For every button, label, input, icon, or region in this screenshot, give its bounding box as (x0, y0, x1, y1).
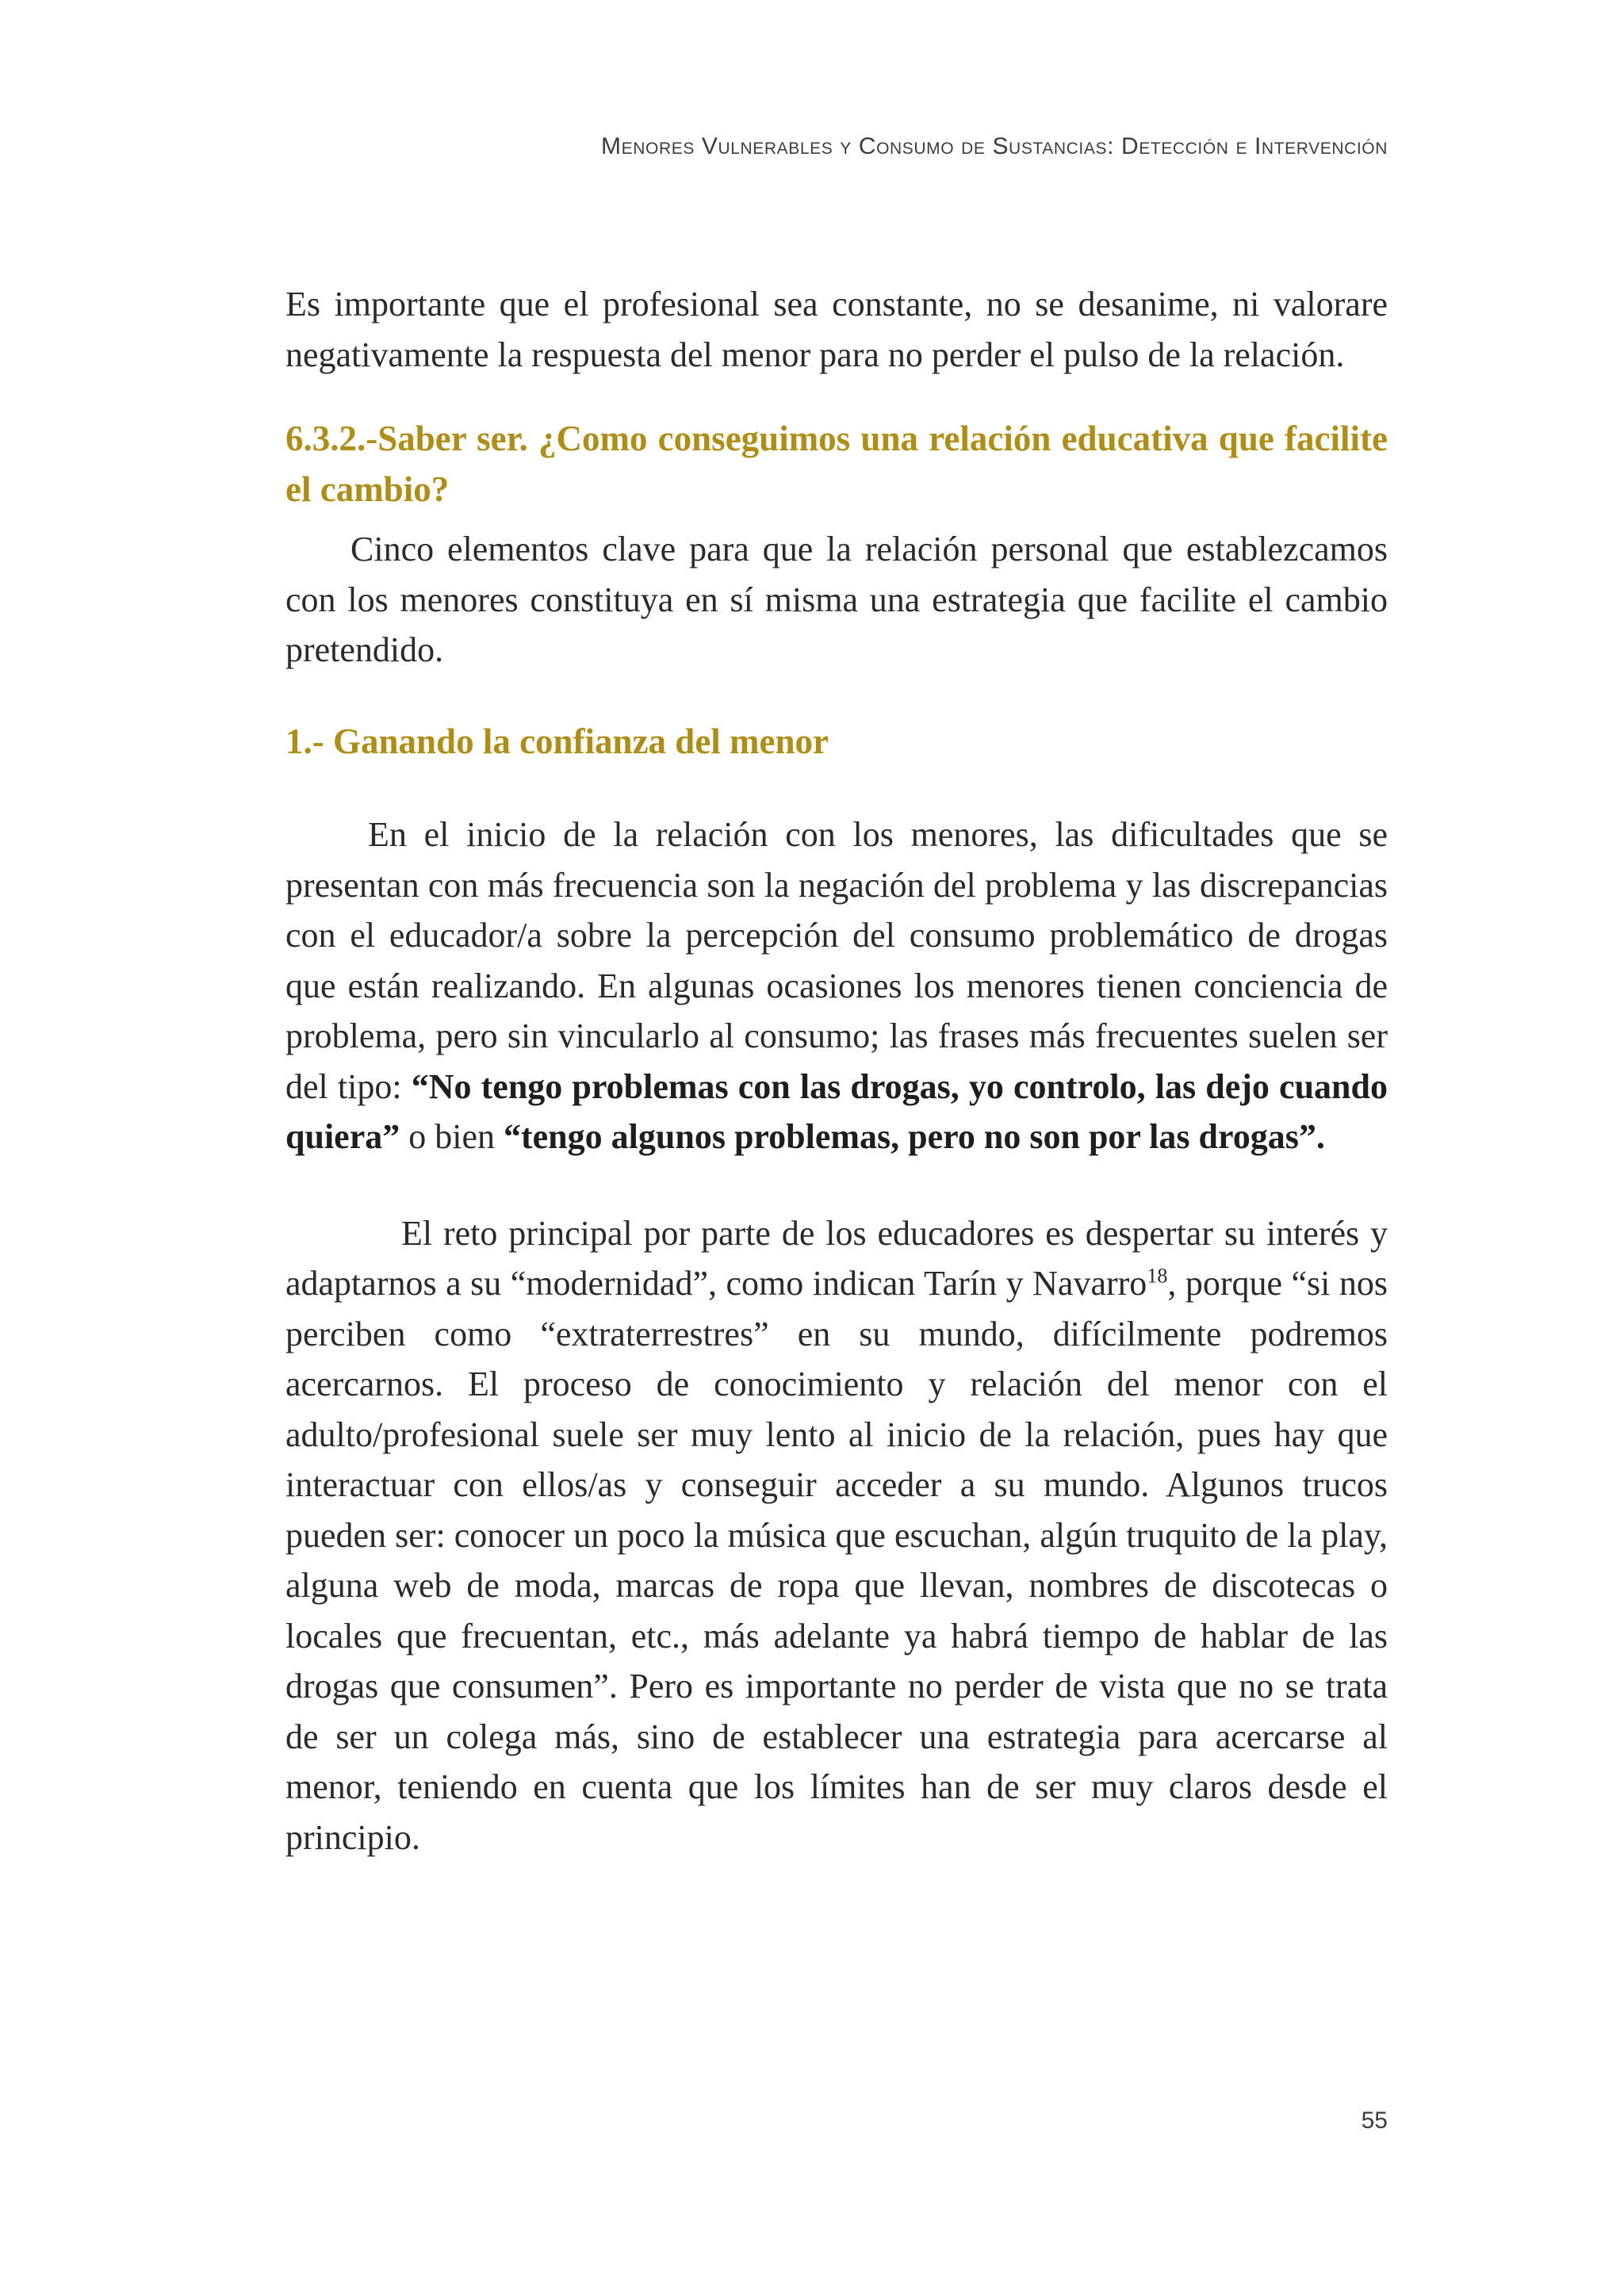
paragraph-main-challenge (285, 1208, 1388, 1863)
paragraph-text: En el inicio de la relación con los menores, las dificultades que se presentan con más frecuencia son la negación del problema y las discrepancias con el educador/a sobre la percepción del consumo problemático de drogas que están realizando. En algunas ocasiones los menores tienen conciencia de problema, pero sin vincularlo al consumo; las frases más frecuentes suelen ser del tipo: (285, 815, 1388, 1106)
quote-some-problems: “tengo algunos problemas, pero no son por las drogas”. (504, 1117, 1325, 1156)
quote-no-problems: “No tengo problemas con las drogas, yo controlo, las dejo cuando quiera” (285, 1066, 1388, 1156)
paragraph-text: o bien (400, 1117, 504, 1156)
running-header: Menores Vulnerables y Consumo de Sustancias: Detección e Intervención (601, 133, 1388, 159)
page-body (285, 279, 1388, 1862)
footnote-reference: 18 (1147, 1264, 1168, 1288)
page-number: 55 (1361, 2107, 1388, 2134)
paragraph-intro: Es importante que el profesional sea constante, no se desanime, ni valorare negativamente la respuesta del menor para no perder el pulso de la relación. (285, 285, 1388, 374)
paragraph-key-elements: Cinco elementos clave para que la relación personal que establezcamos con los menores constituya en sí misma una estrategia que facilite el cambio pretendido. (285, 530, 1388, 669)
paragraph-initial-relationship (285, 810, 1388, 1162)
subheading-trust: 1.- Ganando la confianza del menor (285, 721, 829, 761)
paragraph-text: , porque “si nos perciben como “extraterrestres” en su mundo, difícilmente podremos acercarnos. El proceso de conocimiento y relación del menor con el adulto/profesional suele ser muy lento al inicio de la relación, pues hay que interactuar con ellos/as y conseguir acceder a su mundo. Algunos trucos pueden ser: conocer un poco la música que escuchan, algún truquito de la play, alguna web de moda, marcas de ropa que llevan, nombres de discotecas o locales que frecuentan, etc., más adelante ya habrá tiempo de hablar de las drogas que consumen”. Pero es importante no perder de vista que no se trata de ser un colega más, sino de establecer una estrategia para acercarse al menor, teniendo en cuenta que los límites han de ser muy claros desde el principio. (285, 1264, 1388, 1857)
section-heading: 6.3.2.-Saber ser. ¿Como conseguimos una relación educativa que facilite el cambio? (285, 419, 1388, 509)
paragraph-text: El reto principal por parte de los educadores es despertar su interés y adaptarnos a su “modernidad”, como indican Tarín y Navarro (285, 1213, 1388, 1303)
